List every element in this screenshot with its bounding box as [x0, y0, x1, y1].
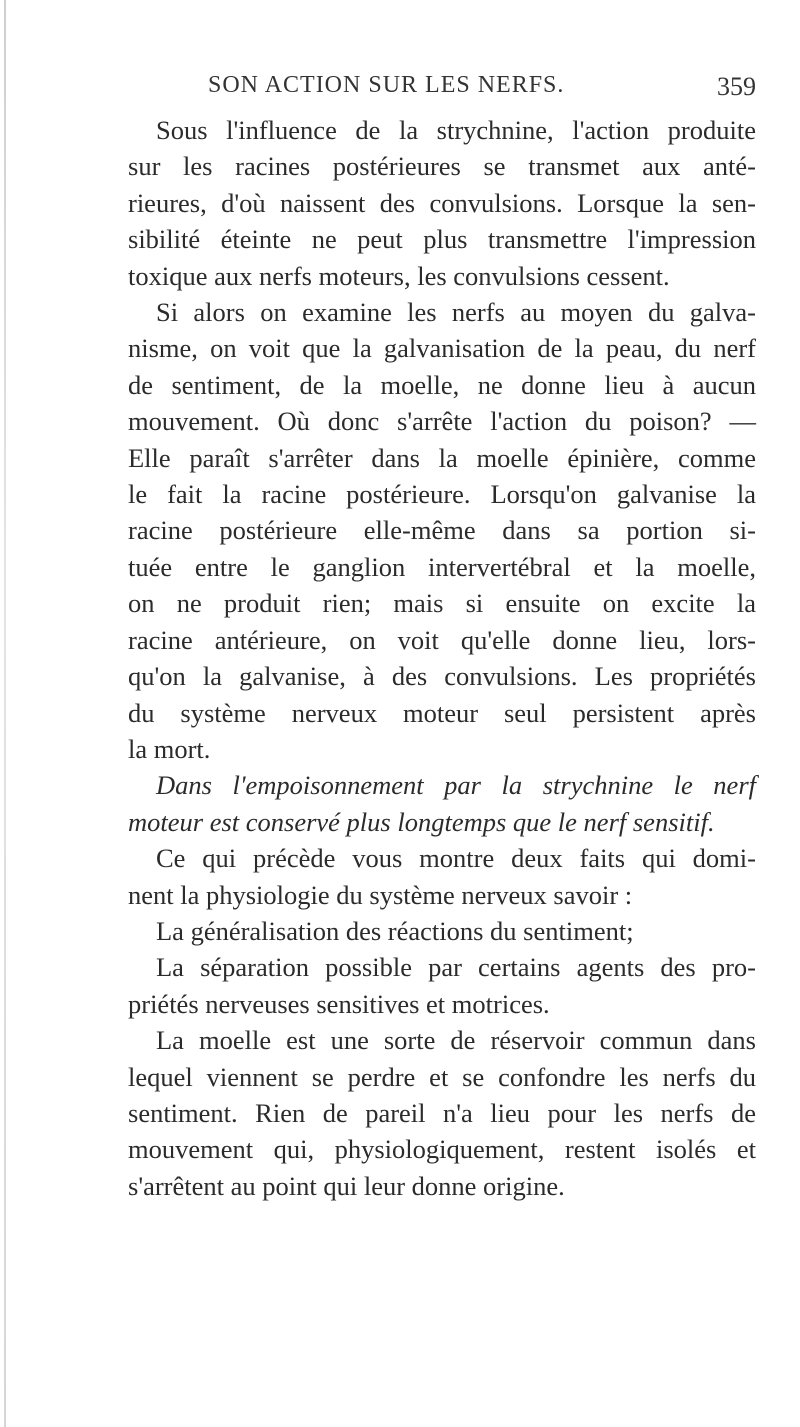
text-line: lequel viennent se perdre et se confondre les nerfs du — [128, 1061, 756, 1092]
page-gutter-line — [4, 0, 6, 1427]
text-line: sentiment. Rien de pareil n'a lieu pour les nerfs de — [128, 1097, 756, 1128]
text-line: racine antérieure, on voit qu'elle donne lieu, lors- — [128, 624, 756, 655]
text-line: le fait la racine postérieure. Lorsqu'on galvanise la — [128, 479, 756, 510]
text-line: s'arrêtent au point qui leur donne origine. — [128, 1170, 565, 1201]
text-line: nent la physiologie du système nerveux savoir : — [128, 879, 633, 910]
text-line: nisme, on voit que la galvanisation de la peau, du nerf — [128, 333, 756, 364]
text-line: rieures, d'où naissent des convulsions. Lorsque la sen- — [128, 187, 756, 218]
text-line: la mort. — [128, 733, 211, 764]
text-line: Elle paraît s'arrêter dans la moelle épinière, comme — [128, 442, 756, 473]
text-line: qu'on la galvanise, à des convulsions. Les propriétés — [128, 661, 756, 692]
text-line: La moelle est une sorte de réservoir commun dans — [156, 1025, 756, 1056]
text-line: racine postérieure elle-même dans sa portion si- — [128, 515, 756, 546]
text-line: du système nerveux moteur seul persistent après — [128, 697, 756, 728]
text-line: tuée entre le ganglion intervertébral et la moelle, — [128, 551, 756, 582]
text-line: Sous l'influence de la strychnine, l'action produite — [156, 115, 756, 145]
text-line: toxique aux nerfs moteurs, les convulsions cessent. — [128, 260, 670, 291]
text-line: Ce qui précède vous montre deux faits qui domi- — [156, 843, 756, 874]
text-line: mouvement. Où donc s'arrête l'action du poison? — — [128, 406, 756, 437]
text-line: La généralisation des réactions du sentiment; — [156, 915, 634, 946]
italic-text-line: moteur est conservé plus longtemps que le nerf sensitif. — [128, 806, 715, 837]
text-line: priétés nerveuses sensitives et motrices. — [128, 988, 550, 1019]
text-line: Si alors on examine les nerfs au moyen du galva- — [156, 297, 756, 328]
italic-text-line: Dans l'empoisonnement par la strychnine le nerf — [156, 770, 756, 801]
page-header — [128, 72, 756, 112]
text-line: sibilité éteinte ne peut plus transmettre l'impression — [128, 224, 756, 255]
text-line: sur les racines postérieures se transmet aux anté- — [128, 151, 756, 182]
text-line: de sentiment, de la moelle, ne donne lieu à aucun — [128, 369, 756, 400]
running-head: SON ACTION SUR LES NERFS. — [208, 72, 565, 98]
text-line: mouvement qui, physiologiquement, restent isolés et — [128, 1134, 756, 1165]
text-line: La séparation possible par certains agents des pro- — [156, 952, 756, 983]
page-number: 359 — [717, 72, 756, 101]
body-text — [128, 112, 756, 1204]
book-page — [128, 72, 756, 1204]
text-line: on ne produit rien; mais si ensuite on excite la — [128, 588, 756, 619]
